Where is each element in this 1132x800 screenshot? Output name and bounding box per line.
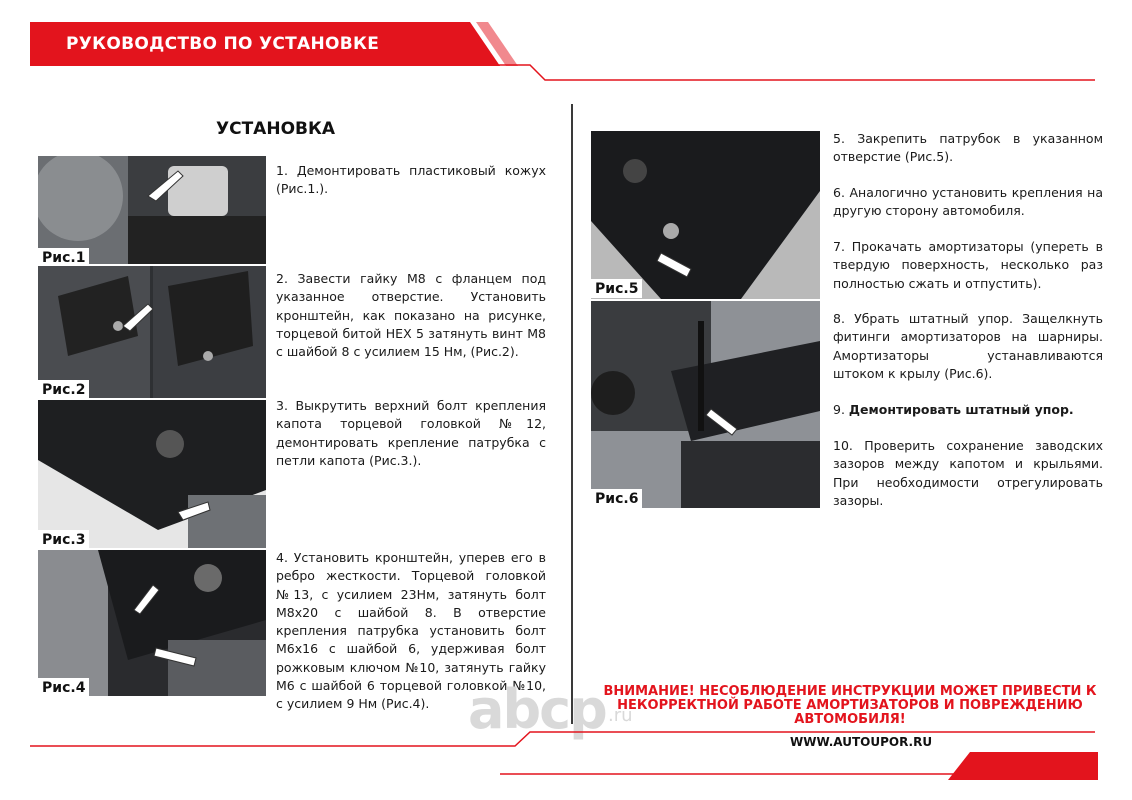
step-7-text: 7. Прокачать амортизаторы (упереть в твердую поверхность, несколько раз полностью сжать и отпустить).: [833, 239, 1103, 291]
bracket-photo-image: [38, 266, 266, 398]
figure-1-photo: [38, 156, 266, 264]
column-divider: [571, 104, 573, 724]
strut-photo-image: [591, 301, 820, 508]
header-line: [0, 60, 1132, 84]
step-2-text: 2. Завести гайку М8 с фланцем под указанное отверстие. Установить кронштейн, как показано на рисунке, торцевой битой HEX 5 затянуть винт М8 с шайбой 8 с усилием 15 Нм, (Рис.2).: [276, 271, 546, 360]
figure-caption: Рис.4: [38, 678, 89, 696]
step-4-text: 4. Установить кронштейн, уперев его в ребро жесткости. Торцевой головкой №13, с усилием 23Нм, затянуть болт М8х20 с шайбой 8. В отверстие крепления патрубка установить болт М6х16 с шайбой 6, удерживая болт рожковым ключом №10, затянуть гайку М6 с шайбой 6 торцевой головкой №10, с усилием 9 Нм (Рис.4).: [276, 550, 546, 712]
watermark-suffix: .ru: [608, 705, 633, 726]
step-9-bold: Демонтировать штатный упор.: [848, 402, 1074, 417]
step-9-text: [833, 401, 1103, 419]
website-link[interactable]: WWW.AUTOUPOR.RU: [790, 735, 933, 749]
section-title: УСТАНОВКА: [216, 119, 336, 139]
figure-5-photo: [591, 131, 820, 299]
hinge-photo-image: [38, 400, 266, 548]
figure-caption: Рис.5: [591, 279, 642, 298]
footer-banner: [948, 752, 1098, 782]
figure-caption: Рис.1: [38, 248, 89, 264]
figure-4-photo: [38, 550, 266, 696]
step-3-text: 3. Выкрутить верхний болт крепления капота торцевой головкой №12, демонтировать крепление патрубка с петли капота (Рис.3.).: [276, 398, 546, 468]
step-9-number: 9.: [833, 402, 845, 417]
step-6-text: 6. Аналогично установить крепления на другую сторону автомобиля.: [833, 185, 1103, 219]
step-5-text: 5. Закрепить патрубок в указанном отверстие (Рис.5).: [833, 131, 1103, 165]
figure-3-photo: [38, 400, 266, 548]
step-10-text: 10. Проверить сохранение заводских зазоров между капотом и крыльями. При необходимости отрегулировать зазоры.: [833, 438, 1103, 508]
step-1-text: 1. Демонтировать пластиковый кожух (Рис.1.).: [276, 163, 546, 197]
watermark-logo: abcp: [468, 678, 606, 741]
figure-caption: Рис.3: [38, 530, 89, 548]
warning-text: ВНИМАНИЕ! НЕСОБЛЮДЕНИЕ ИНСТРУКЦИИ МОЖЕТ ПРИВЕСТИ К НЕКОРРЕКТНОЙ РАБОТЕ АМОРТИЗАТОРОВ И ПОВРЕЖДЕНИЮ АВТОМОБИЛЯ!: [603, 684, 1097, 727]
figure-caption: Рис.6: [591, 489, 642, 508]
figure-caption: Рис.2: [38, 380, 89, 398]
step-8-text: 8. Убрать штатный упор. Защелкнуть фитинги амортизаторов на шарниры. Амортизаторы устанавливаются штоком к крылу (Рис.6).: [833, 311, 1103, 381]
figure-6-photo: [591, 301, 820, 508]
page-title: РУКОВОДСТВО ПО УСТАНОВКЕ: [66, 34, 380, 54]
hose-photo-image: [591, 131, 820, 299]
install-photo-image: [38, 550, 266, 696]
figure-2-photo: [38, 266, 266, 398]
